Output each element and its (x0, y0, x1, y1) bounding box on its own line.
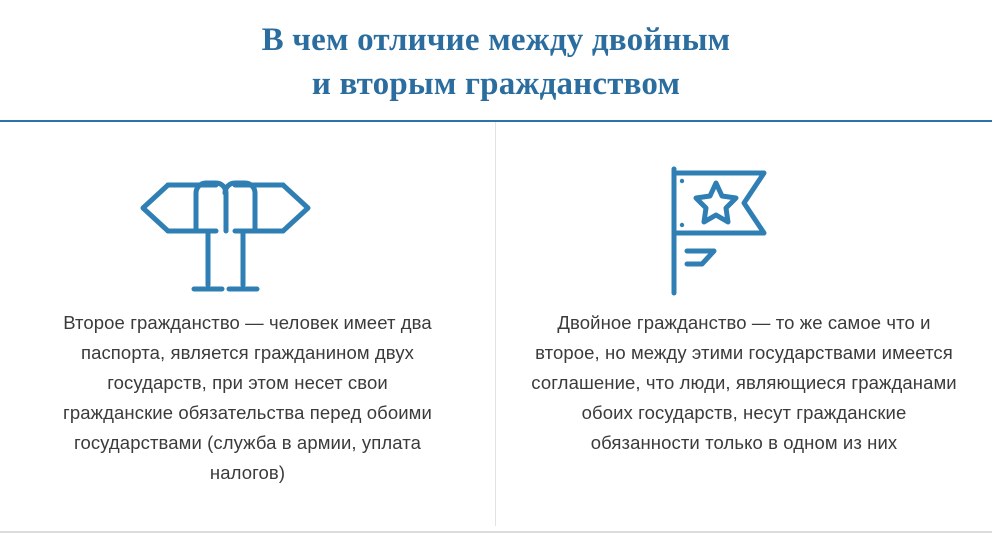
two-flags-icon-wrap (98, 148, 398, 308)
page-title-line-2: и вторым гражданством (311, 66, 681, 103)
column-second-citizenship-text: Второе гражданство — человек имеет два паспорта, является гражданином двух государств, при этом несет свои гражданские обязательства перед обоими государствами (служба в армии, уплата налогов) (63, 312, 432, 484)
page-title-line-1: В чем отличие между двойным (261, 22, 731, 58)
flag-with-star-icon-wrap (644, 148, 844, 308)
column-second-citizenship (0, 122, 496, 526)
column-dual-citizenship (496, 122, 992, 526)
two-flags-icon (98, 153, 398, 303)
page-title (0, 18, 992, 106)
column-dual-citizenship-text: Двойное гражданство — то же самое что и второе, но между этими государствами имеется соглашение, что люди, являющиеся гражданами обоих государств, несут гражданские обязанности только в одном из них (531, 312, 957, 454)
comparison-columns (0, 122, 992, 526)
header (0, 0, 992, 122)
flag-with-star-icon (644, 153, 844, 303)
